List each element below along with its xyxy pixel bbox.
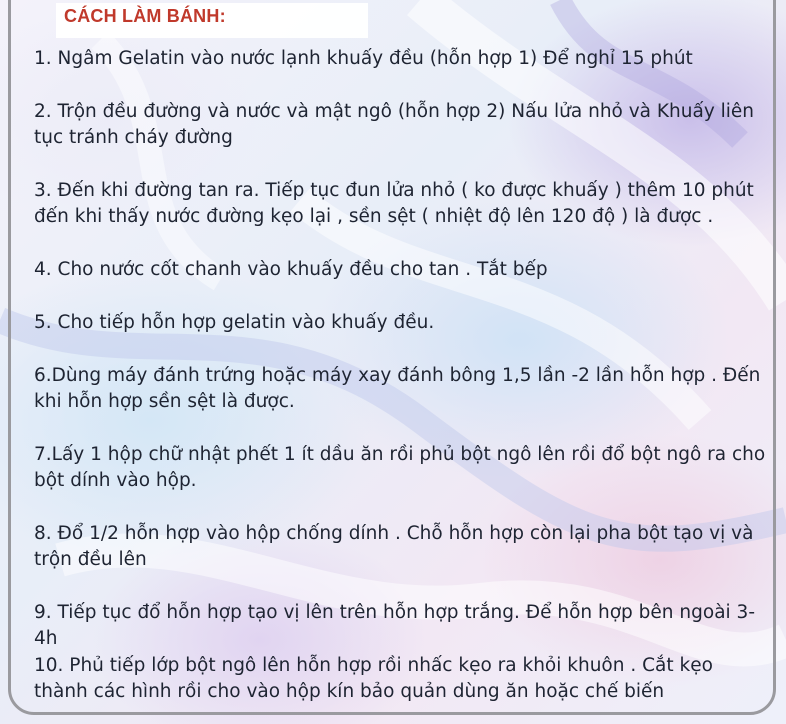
step-item: 3. Đến khi đường tan ra. Tiếp tục đun lửa nhỏ ( ko được khuấy ) thêm 10 phút đến khi thấy nước đường kẹo lại , sền sệt ( nhiệt độ lên 120 độ ) là được . (34, 180, 754, 227)
page-title: CÁCH LÀM BÁNH: (64, 6, 226, 26)
step-item: 4. Cho nước cốt chanh vào khuấy đều cho tan . Tắt bếp (34, 259, 548, 280)
step-item: 1. Ngâm Gelatin vào nước lạnh khuấy đều (hỗn hợp 1) Để nghỉ 15 phút (34, 48, 693, 69)
step-item: 2. Trộn đều đường và nước và mật ngô (hỗn hợp 2) Nấu lửa nhỏ và Khuấy liên tục tránh cháy đường (34, 101, 755, 148)
step-item: 6.Dùng máy đánh trứng hoặc máy xay đánh bông 1,5 lần -2 lần hỗn hợp . Đến khi hỗn hợp sền sệt là được. (34, 365, 761, 412)
step-item: 9. Tiếp tục đổ hỗn hợp tạo vị lên trên hỗn hợp trắng. Để hỗn hợp bên ngoài 3-4h (34, 602, 756, 649)
step-item: 8. Đổ 1/2 hỗn hợp vào hộp chống dính . Chỗ hỗn hợp còn lại pha bột tạo vị và trộn đều lên (34, 523, 754, 570)
step-item: 7.Lấy 1 hộp chữ nhật phết 1 ít dầu ăn rồi phủ bột ngô lên rồi đổ bột ngô ra cho bột dính vào hộp. (34, 444, 766, 491)
step-item: 5. Cho tiếp hỗn hợp gelatin vào khuấy đều. (34, 312, 435, 333)
step-item: 10. Phủ tiếp lớp bột ngô lên hỗn hợp rồi nhấc kẹo ra khỏi khuôn . Cắt kẹo thành các hình rồi cho vào hộp kín bảo quản dùng ăn hoặc chế biến (34, 655, 713, 702)
